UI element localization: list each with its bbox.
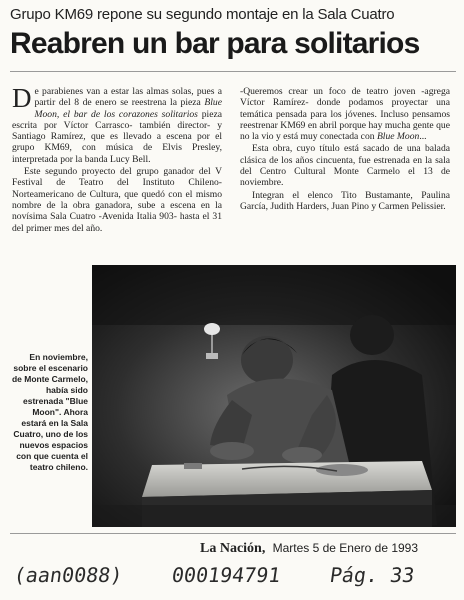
article-paragraph: Integran el elenco Tito Bustamante, Paulina García, Judith Harders, Juan Pino y Carmen Pelissier. bbox=[240, 189, 450, 212]
text-run-italic: Blue Moon, el bar de los corazones solitarios bbox=[34, 97, 222, 120]
article-column-left bbox=[12, 83, 222, 235]
drop-cap: D bbox=[12, 83, 32, 113]
handwritten-number: 000194791 bbox=[170, 563, 283, 587]
article-kicker: Grupo KM69 repone su segundo montaje en la Sala Cuatro bbox=[10, 6, 395, 23]
text-run-italic: Blue Moon bbox=[376, 131, 420, 143]
handwritten-page: Pág. 33 bbox=[328, 563, 416, 587]
source-line bbox=[200, 540, 418, 557]
article-paragraph: Este segundo proyecto del grupo ganador del V Festival de Teatro del Instituto Chileno-Norteamericano de Cultura, que quedó con el mismo nombre de la obra ganadora, sube a escena en la novísima Sala Cuatro -Avenida Italia 903- hasta el 31 del primer mes del año. bbox=[12, 166, 222, 234]
publication-date: Martes 5 de Enero de 1993 bbox=[272, 541, 419, 555]
photo-caption: En noviembre, sobre el escenario de Monte Carmelo, había sido estrenada "Blue Moon". Ahora estará en la Sala Cuatro, uno de los nuevos espacios con que cuenta el teatro chileno. bbox=[11, 352, 88, 472]
article-paragraph bbox=[12, 83, 222, 165]
article-headline: Reabren un bar para solitarios bbox=[10, 27, 420, 60]
text-run: pieza escrita por Víctor Carrasco- también director- y Santiago Ramírez, que es llevado a escena por el grupo KM69, con música de Elvis Presley, interpretada por la banda Lucy Bell. bbox=[12, 108, 222, 165]
text-run: -Queremos crear un foco de teatro joven -agrega Víctor Ramírez- donde podamos proyectar una temática pensada para los jóvenes. Incluso pensamos reestrenar KM69 en abril porque hay mucha gente que no la vio y está muy conectada con bbox=[240, 86, 450, 143]
headline-rule bbox=[10, 71, 456, 72]
article-paragraph bbox=[240, 86, 450, 142]
footer-rule bbox=[10, 533, 456, 534]
article-paragraph: Esta obra, cuyo título está sacado de una balada clásica de los años cincuenta, fue estrenada en la sala del Centro Cultural Monte Carmelo el 13 de noviembre. bbox=[240, 143, 450, 189]
stage-photo bbox=[92, 265, 456, 527]
handwritten-code: (aan0088) bbox=[12, 563, 125, 587]
text-run: ... bbox=[419, 131, 427, 143]
text-run: e parabienes van a estar las almas solas, pues a partir del 8 de enero se reestrena la pieza bbox=[34, 86, 222, 109]
stage-photo-graphic bbox=[92, 265, 456, 527]
article-column-right bbox=[240, 86, 450, 213]
newspaper-name: La Nación, bbox=[200, 541, 266, 556]
